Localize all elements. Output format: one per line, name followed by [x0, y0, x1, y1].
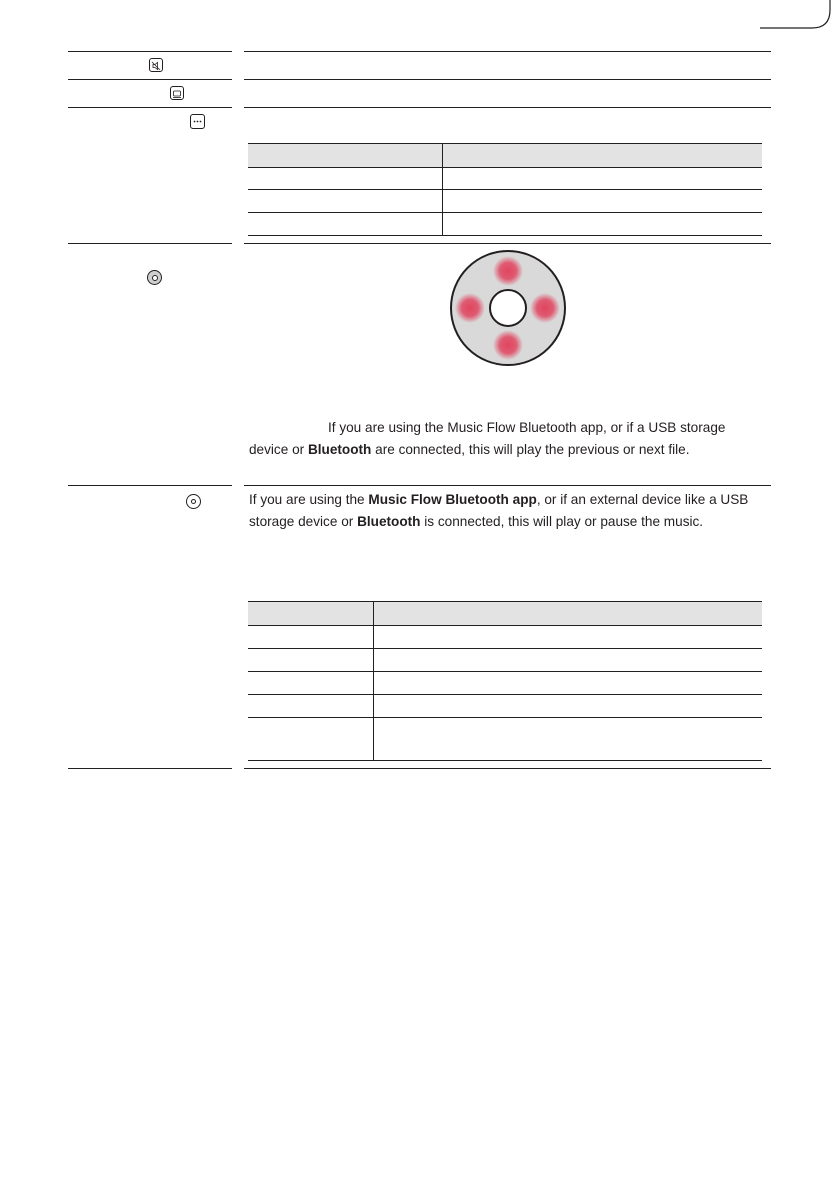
left-rule-2: [68, 79, 232, 80]
more-table-rule: [248, 212, 762, 213]
left-rule-5: [68, 485, 232, 486]
navigation-pad-diagram: [445, 245, 571, 371]
right-rule-1: [244, 51, 771, 52]
right-rule-4: [244, 243, 771, 244]
left-rule-6: [68, 768, 232, 769]
play-pause-description: [249, 489, 774, 533]
input-icon: [170, 86, 184, 100]
play-pause-table-rule: [248, 760, 762, 761]
navigation-description-line-2: device or Bluetooth are connected, this will play the previous or next file.: [249, 442, 690, 457]
corner-crop-mark: [760, 0, 839, 36]
pad-glow-left: [455, 293, 485, 323]
right-rule-3: [244, 107, 771, 108]
play-pause-table-rule: [248, 601, 762, 602]
left-rule-4: [68, 243, 232, 244]
more-table-rule: [248, 189, 762, 190]
pad-glow-down: [493, 330, 523, 360]
navigation-description-line-1: If you are using the Music Flow Bluetooth app, or if a USB storage: [328, 420, 726, 435]
play-pause-icon: [186, 494, 201, 509]
pad-center-button: [490, 290, 526, 326]
navigation-description: [249, 417, 769, 461]
play-pause-table-rule: [248, 671, 762, 672]
play-pause-table-header: [248, 601, 762, 625]
pad-glow-right: [530, 293, 560, 323]
more-table-header: [248, 143, 762, 167]
more-table-rule: [248, 167, 762, 168]
play-pause-description-line-2: storage device or Bluetooth is connected, this will play or pause the music.: [249, 514, 704, 529]
play-pause-table-rule: [248, 717, 762, 718]
play-pause-table-rule: [248, 648, 762, 649]
left-rule-3: [68, 107, 232, 108]
play-pause-table-rule: [248, 694, 762, 695]
more-table-rule: [248, 235, 762, 236]
play-pause-table-column-divider: [373, 601, 374, 760]
right-rule-2: [244, 79, 771, 80]
right-rule-6: [244, 768, 771, 769]
right-rule-5: [244, 485, 771, 486]
more-table-column-divider: [442, 143, 443, 235]
more-table-rule: [248, 143, 762, 144]
left-rule-1: [68, 51, 232, 52]
more-icon: [190, 114, 205, 129]
play-pause-description-line-1: If you are using the Music Flow Bluetooth app, or if an external device like a USB: [249, 492, 749, 507]
mute-icon: [149, 58, 163, 72]
play-pause-table-rule: [248, 625, 762, 626]
nav-pad-icon: [147, 270, 162, 285]
pad-glow-up: [493, 256, 523, 286]
